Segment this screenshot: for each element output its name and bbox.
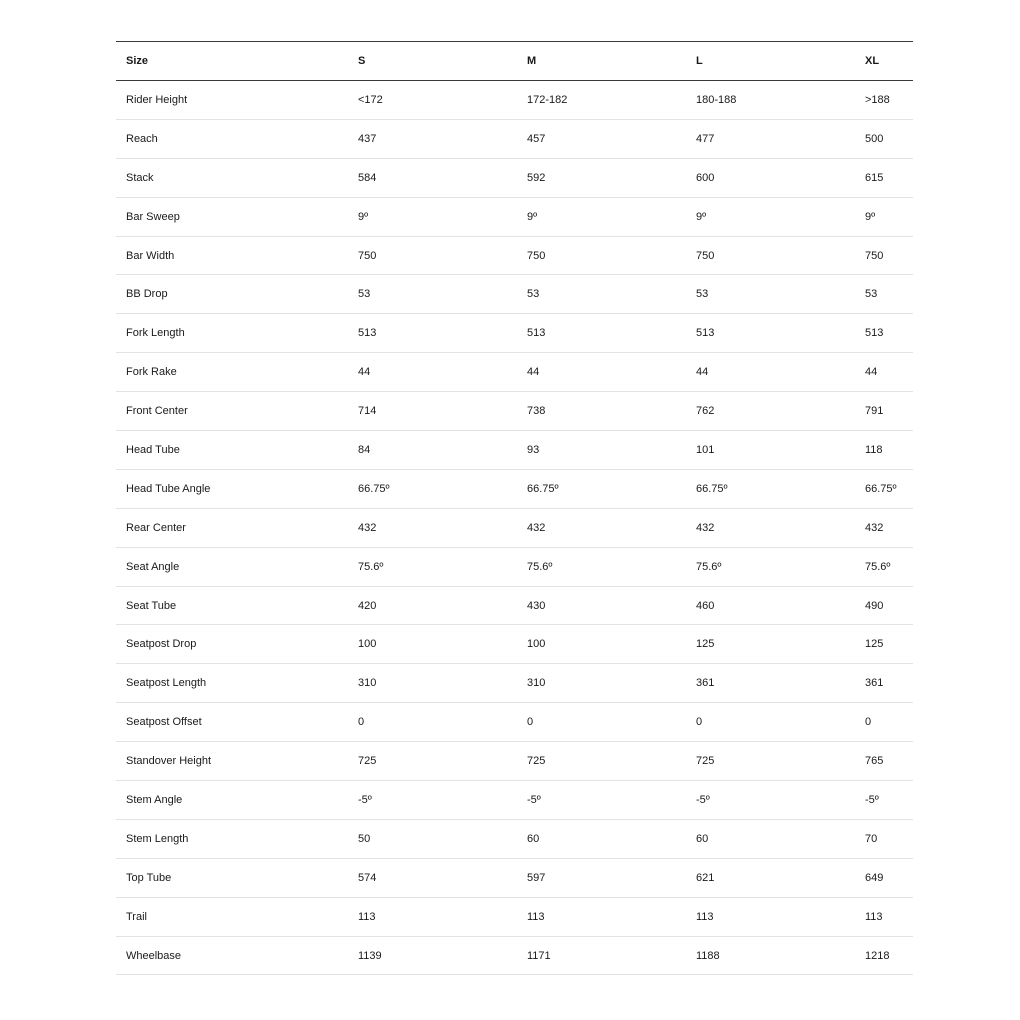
- cell-l: 600: [686, 158, 855, 197]
- cell-m: 44: [517, 353, 686, 392]
- cell-s: 9º: [348, 197, 517, 236]
- cell-l: 460: [686, 586, 855, 625]
- cell-m: 432: [517, 508, 686, 547]
- cell-m: 430: [517, 586, 686, 625]
- cell-xl: >188: [855, 81, 913, 120]
- cell-s: 100: [348, 625, 517, 664]
- cell-m: 93: [517, 431, 686, 470]
- row-label: Front Center: [116, 392, 348, 431]
- cell-m: 725: [517, 742, 686, 781]
- table-row: [116, 158, 913, 197]
- table-row: [116, 392, 913, 431]
- row-label: Seat Angle: [116, 547, 348, 586]
- cell-l: 750: [686, 236, 855, 275]
- header-row: [116, 42, 913, 81]
- table-row: [116, 936, 913, 975]
- cell-s: 437: [348, 119, 517, 158]
- table-row: [116, 625, 913, 664]
- cell-l: 1188: [686, 936, 855, 975]
- cell-l: 53: [686, 275, 855, 314]
- cell-s: 113: [348, 897, 517, 936]
- table-row: [116, 508, 913, 547]
- cell-m: 53: [517, 275, 686, 314]
- cell-l: -5º: [686, 781, 855, 820]
- cell-l: 125: [686, 625, 855, 664]
- cell-m: 75.6º: [517, 547, 686, 586]
- row-label: Stem Length: [116, 819, 348, 858]
- cell-s: 725: [348, 742, 517, 781]
- row-label: Stem Angle: [116, 781, 348, 820]
- cell-m: 1171: [517, 936, 686, 975]
- row-label: Rear Center: [116, 508, 348, 547]
- cell-s: 574: [348, 858, 517, 897]
- cell-l: 75.6º: [686, 547, 855, 586]
- cell-xl: 649: [855, 858, 913, 897]
- cell-s: 584: [348, 158, 517, 197]
- table-row: [116, 353, 913, 392]
- table-row: [116, 469, 913, 508]
- table-row: [116, 703, 913, 742]
- cell-xl: -5º: [855, 781, 913, 820]
- row-label: Seatpost Length: [116, 664, 348, 703]
- cell-m: 60: [517, 819, 686, 858]
- cell-l: 44: [686, 353, 855, 392]
- cell-s: 84: [348, 431, 517, 470]
- cell-m: 750: [517, 236, 686, 275]
- cell-xl: 432: [855, 508, 913, 547]
- cell-xl: 791: [855, 392, 913, 431]
- cell-xl: 113: [855, 897, 913, 936]
- cell-s: -5º: [348, 781, 517, 820]
- table-row: [116, 819, 913, 858]
- row-label: BB Drop: [116, 275, 348, 314]
- cell-l: 113: [686, 897, 855, 936]
- header-size: Size: [116, 42, 348, 81]
- cell-xl: 0: [855, 703, 913, 742]
- geometry-table: [116, 41, 913, 975]
- cell-xl: 44: [855, 353, 913, 392]
- cell-xl: 513: [855, 314, 913, 353]
- cell-s: 714: [348, 392, 517, 431]
- cell-s: 513: [348, 314, 517, 353]
- cell-xl: 615: [855, 158, 913, 197]
- row-label: Bar Width: [116, 236, 348, 275]
- table-row: [116, 897, 913, 936]
- cell-xl: 118: [855, 431, 913, 470]
- cell-l: 66.75º: [686, 469, 855, 508]
- cell-xl: 490: [855, 586, 913, 625]
- row-label: Trail: [116, 897, 348, 936]
- row-label: Standover Height: [116, 742, 348, 781]
- cell-s: 750: [348, 236, 517, 275]
- row-label: Bar Sweep: [116, 197, 348, 236]
- cell-s: 44: [348, 353, 517, 392]
- cell-xl: 9º: [855, 197, 913, 236]
- cell-xl: 500: [855, 119, 913, 158]
- cell-l: 477: [686, 119, 855, 158]
- table-row: [116, 547, 913, 586]
- cell-xl: 75.6º: [855, 547, 913, 586]
- header-m: M: [517, 42, 686, 81]
- table-row: [116, 664, 913, 703]
- table-row: [116, 781, 913, 820]
- cell-m: 113: [517, 897, 686, 936]
- cell-l: 101: [686, 431, 855, 470]
- cell-xl: 750: [855, 236, 913, 275]
- table-header: [116, 42, 913, 81]
- cell-s: 1139: [348, 936, 517, 975]
- table-row: [116, 742, 913, 781]
- cell-l: 513: [686, 314, 855, 353]
- table-row: [116, 197, 913, 236]
- cell-m: -5º: [517, 781, 686, 820]
- cell-xl: 70: [855, 819, 913, 858]
- cell-m: 310: [517, 664, 686, 703]
- cell-xl: 1218: [855, 936, 913, 975]
- cell-s: 66.75º: [348, 469, 517, 508]
- row-label: Seatpost Offset: [116, 703, 348, 742]
- table-row: [116, 586, 913, 625]
- table-row: [116, 275, 913, 314]
- cell-xl: 53: [855, 275, 913, 314]
- row-label: Seatpost Drop: [116, 625, 348, 664]
- table-row: [116, 119, 913, 158]
- header-s: S: [348, 42, 517, 81]
- cell-m: 738: [517, 392, 686, 431]
- cell-m: 172-182: [517, 81, 686, 120]
- cell-xl: 66.75º: [855, 469, 913, 508]
- cell-m: 100: [517, 625, 686, 664]
- table-row: [116, 858, 913, 897]
- cell-s: 50: [348, 819, 517, 858]
- table-row: [116, 431, 913, 470]
- row-label: Seat Tube: [116, 586, 348, 625]
- row-label: Reach: [116, 119, 348, 158]
- cell-l: 9º: [686, 197, 855, 236]
- row-label: Wheelbase: [116, 936, 348, 975]
- cell-l: 180-188: [686, 81, 855, 120]
- cell-xl: 125: [855, 625, 913, 664]
- cell-s: <172: [348, 81, 517, 120]
- row-label: Head Tube Angle: [116, 469, 348, 508]
- table-row: [116, 81, 913, 120]
- cell-s: 53: [348, 275, 517, 314]
- cell-m: 592: [517, 158, 686, 197]
- row-label: Stack: [116, 158, 348, 197]
- cell-s: 420: [348, 586, 517, 625]
- cell-l: 60: [686, 819, 855, 858]
- table-row: [116, 236, 913, 275]
- cell-m: 457: [517, 119, 686, 158]
- cell-m: 513: [517, 314, 686, 353]
- header-xl: XL: [855, 42, 913, 81]
- cell-s: 0: [348, 703, 517, 742]
- cell-m: 9º: [517, 197, 686, 236]
- cell-l: 762: [686, 392, 855, 431]
- row-label: Fork Rake: [116, 353, 348, 392]
- cell-l: 725: [686, 742, 855, 781]
- cell-l: 621: [686, 858, 855, 897]
- cell-l: 432: [686, 508, 855, 547]
- header-l: L: [686, 42, 855, 81]
- cell-m: 597: [517, 858, 686, 897]
- table-row: [116, 314, 913, 353]
- cell-s: 432: [348, 508, 517, 547]
- cell-m: 0: [517, 703, 686, 742]
- cell-s: 310: [348, 664, 517, 703]
- cell-m: 66.75º: [517, 469, 686, 508]
- row-label: Top Tube: [116, 858, 348, 897]
- table-body: [116, 81, 913, 975]
- row-label: Rider Height: [116, 81, 348, 120]
- cell-xl: 361: [855, 664, 913, 703]
- cell-l: 361: [686, 664, 855, 703]
- row-label: Fork Length: [116, 314, 348, 353]
- cell-s: 75.6º: [348, 547, 517, 586]
- row-label: Head Tube: [116, 431, 348, 470]
- cell-xl: 765: [855, 742, 913, 781]
- cell-l: 0: [686, 703, 855, 742]
